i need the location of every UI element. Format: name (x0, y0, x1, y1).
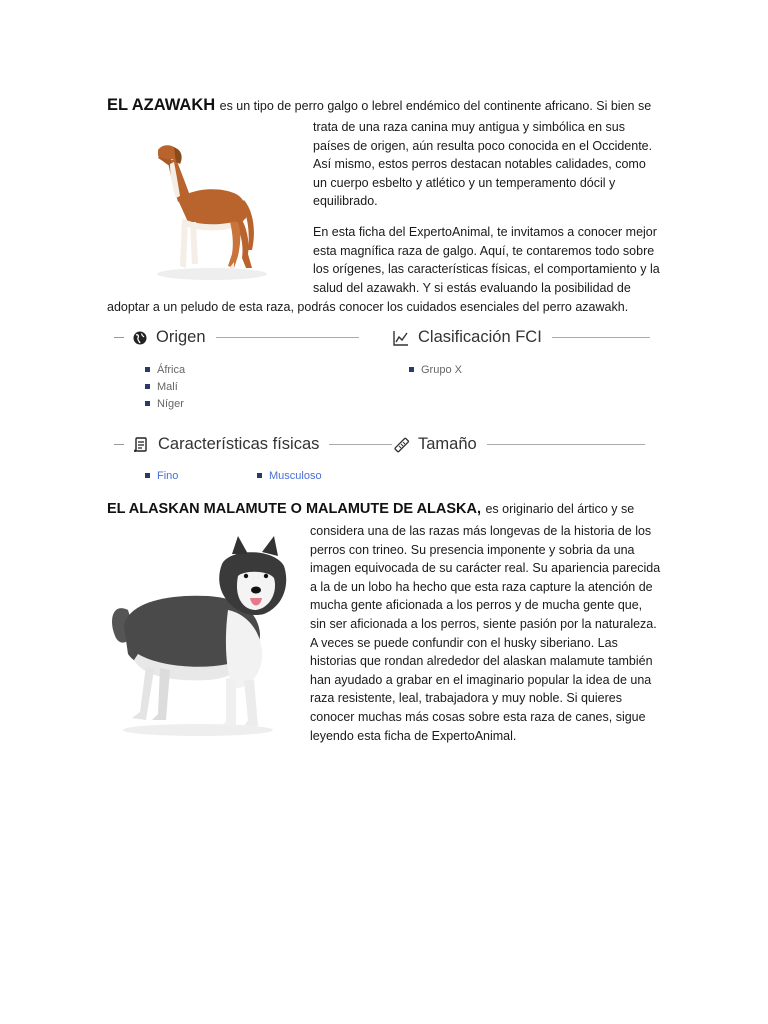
text-line: salud del azawakh. Y si estás evaluando la posibilidad de (313, 280, 631, 295)
bullet (145, 367, 150, 372)
scroll-icon (132, 436, 150, 454)
text-line: países de origen, aún resulta poco conocida en el Occidente. (313, 138, 653, 153)
text-line: conocer muchas más cosas sobre esta raza de canes, sigue (310, 709, 646, 724)
globe-icon (132, 330, 148, 346)
text-line: esta magnífica raza de galgo. Aquí, te contaremos todo sobre (313, 243, 655, 258)
malamute-paragraph (310, 522, 690, 745)
fisicas-link-musculoso[interactable]: Musculoso (269, 469, 322, 482)
list-item (257, 467, 322, 484)
fci-item: Grupo X (421, 363, 462, 376)
malamute-dog-image (98, 530, 298, 740)
text-line: trata de una raza canina muy antigua y simbólica en sus (313, 120, 625, 134)
bullet (257, 473, 262, 478)
divider (114, 337, 124, 338)
text-line: leyendo esta ficha de ExpertoAnimal. (310, 728, 517, 743)
azawakh-intro: es un tipo de perro galgo o lebrel endémico del continente africano. Si bien se (219, 99, 652, 113)
fci-section-header (392, 328, 650, 347)
fci-list (409, 361, 462, 378)
azawakh-title: EL AZAWAKH (107, 96, 216, 114)
origen-item: Níger (157, 397, 184, 410)
origen-list (145, 361, 185, 412)
tamano-title: Tamaño (418, 435, 477, 453)
text-line: historias que rondan alrededor del alaskan malamute también (310, 654, 653, 669)
origen-item: África (157, 363, 186, 376)
fisicas-link-fino[interactable]: Fino (157, 469, 179, 482)
malamute-intro: es originario del ártico y se (485, 502, 635, 516)
text-line: mucha gente aficionada a los perros y de mucha gente que, (310, 598, 643, 613)
list-item (145, 395, 185, 412)
text-line: Así mismo, estos perros destacan notables calidades, como (313, 157, 646, 172)
azawakh-paragraph-1 (313, 118, 683, 211)
bullet (145, 401, 150, 406)
origen-section-header (114, 328, 359, 347)
bullet (145, 473, 150, 478)
text-line: imagen equivocada de su carácter real. Su apariencia parecida (310, 561, 661, 576)
list-item (145, 467, 178, 484)
malamute-heading-line (107, 500, 707, 519)
divider (552, 337, 650, 338)
text-line: En esta ficha del ExpertoAnimal, te invitamos a conocer mejor (313, 225, 657, 239)
fci-title: Clasificación FCI (418, 328, 542, 346)
text-line: considera una de las razas más longevas de la historia de los (310, 524, 652, 538)
azawakh-dog-image (120, 122, 300, 287)
list-item (409, 361, 462, 378)
list-item (145, 378, 185, 395)
azawakh-heading-line (107, 96, 687, 116)
origen-title: Origen (156, 328, 206, 346)
divider (216, 337, 359, 338)
divider (114, 444, 124, 445)
divider (329, 444, 392, 445)
malamute-title: EL ALASKAN MALAMUTE O MALAMUTE DE ALASKA, (107, 501, 482, 517)
fisicas-title: Características físicas (158, 435, 320, 453)
text-line: equilibrado. (313, 194, 378, 209)
chart-line-icon (392, 329, 410, 347)
text-line: los orígenes, las características físicas, el comportamiento y la (313, 262, 660, 277)
text-line: un cuerpo esbelto y atlético y un temperamento dócil y (313, 175, 616, 190)
list-item (145, 361, 185, 378)
azawakh-paragraph-2-end: adoptar a un peludo de esta raza, podrás conocer los cuidados esenciales del perro azawakh. (107, 300, 629, 314)
divider (487, 444, 645, 445)
tamano-section-header (392, 435, 645, 454)
fisicas-section-header (114, 435, 392, 454)
text-line: A veces se puede confundir con el husky siberiano. Las (310, 635, 618, 650)
text-line: sin ser aficionada a los perros, siente pasión por la naturaleza. (310, 616, 657, 631)
bullet (145, 384, 150, 389)
text-line: perros con trineo. Su presencia imponente y sobria da una (310, 542, 635, 557)
origen-item: Malí (157, 380, 178, 393)
ruler-icon (392, 436, 410, 454)
text-line: raza resistente, leal, trabajadora y muy noble. Si quieres (310, 691, 622, 706)
text-line: han ayudado a grabar en el imaginario popular la idea de una (310, 672, 652, 687)
text-line: a la de un lobo ha hecho que esta raza capture la atención de (310, 579, 653, 594)
azawakh-paragraph-2 (313, 223, 683, 297)
bullet (409, 367, 414, 372)
